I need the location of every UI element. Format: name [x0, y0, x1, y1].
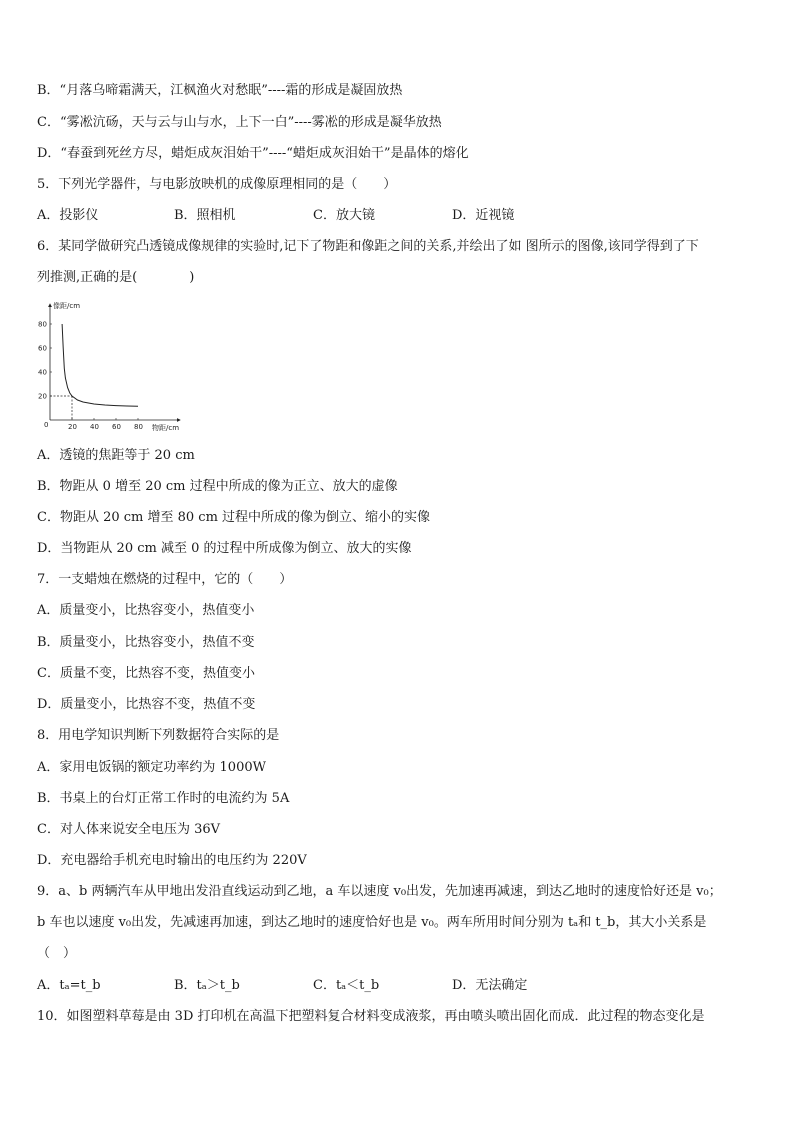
y-tick-label: 60 [38, 344, 47, 353]
x-tick-label: 60 [112, 423, 121, 431]
q9-option-c: C．tₐ＜t_b [313, 978, 380, 993]
q6-option-d: D．当物距从 20 cm 减至 0 的过程中所成像为倒立、放大的实像 [37, 541, 412, 556]
q4-option-d: D．“春蚕到死丝方尽，蜡炬成灰泪始干”----“蜡炬成灰泪始干”是晶体的熔化 [37, 146, 469, 161]
y-tick-label: 20 [38, 392, 47, 401]
q8-stem: 8．用电学知识判断下列数据符合实际的是 [37, 728, 280, 743]
q8-option-b: B．书桌上的台灯正常工作时的电流约为 5A [37, 791, 290, 806]
q7-option-b: B．质量变小，比热容变小，热值不变 [37, 635, 255, 650]
y-axis-label: 像距/cm [53, 302, 81, 310]
q9-stem-line2: b 车也以速度 v₀出发，先减速再加速，到达乙地时的速度恰好也是 v₀。两车所用时间分别为 tₐ和 t_b，其大小关系是 [37, 915, 707, 930]
q8-option-a: A．家用电饭锅的额定功率约为 1000W [37, 760, 266, 775]
origin-label: 0 [44, 421, 49, 429]
q7-option-d: D．质量变小，比热容不变，热值不变 [37, 697, 256, 712]
y-tick-label: 40 [38, 368, 47, 377]
q5-option-d: D．近视镜 [452, 208, 515, 223]
x-tick-label: 40 [90, 423, 99, 431]
y-tick-label: 80 [38, 320, 47, 329]
x-axis-label: 物距/cm [152, 424, 180, 432]
q5-option-b: B．照相机 [174, 208, 236, 223]
q6-stem-line1: 6．某同学做研究凸透镜成像规律的实验时,记下了物距和像距之间的关系,并绘出了如 图所示的图像,该同学得到了下 [37, 239, 699, 254]
lens-image-distance-graph [30, 298, 200, 438]
q7-stem: 7．一支蜡烛在燃烧的过程中，它的（ ） [37, 572, 293, 587]
q9-option-d: D．无法确定 [452, 978, 528, 993]
q7-option-c: C．质量不变，比热容不变，热值变小 [37, 666, 255, 681]
q10-stem: 10．如图塑料草莓是由 3D 打印机在高温下把塑料复合材料变成液浆，再由喷头喷出固化而成．此过程的物态变化是 [37, 1009, 705, 1024]
q8-option-d: D．充电器给手机充电时输出的电压约为 220V [37, 853, 307, 868]
q5-option-c: C．放大镜 [313, 208, 375, 223]
x-tick-label: 20 [68, 423, 77, 431]
q6-option-c: C．物距从 20 cm 增至 80 cm 过程中所成的像为倒立、缩小的实像 [37, 510, 431, 525]
q6-option-a: A．透镜的焦距等于 20 cm [37, 448, 195, 463]
data-curve [62, 324, 138, 406]
q6-option-b: B．物距从 0 增至 20 cm 过程中所成的像为正立、放大的虚像 [37, 479, 398, 494]
q9-stem-line3: （ ） [37, 946, 77, 961]
q4-option-c: C．“雾凇沆砀，天与云与山与水，上下一白”----雾凇的形成是凝华放热 [37, 115, 442, 130]
q4-option-b: B．“月落乌啼霜满天，江枫渔火对愁眠”----霜的形成是凝固放热 [37, 83, 403, 98]
q9-stem-line1: 9．a、b 两辆汽车从甲地出发沿直线运动到乙地，a 车以速度 v₀出发，先加速再减速，到达乙地时的速度恰好还是 v₀； [37, 884, 722, 899]
q5-stem: 5．下列光学器件，与电影放映机的成像原理相同的是（ ） [37, 177, 397, 192]
q9-option-a: A．tₐ=t_b [37, 978, 101, 993]
q6-stem-line2: 列推测,正确的是( ) [37, 270, 195, 285]
x-tick-label: 80 [134, 423, 143, 431]
q7-option-a: A．质量变小，比热容变小，热值变小 [37, 603, 255, 618]
q5-option-a: A．投影仪 [37, 208, 99, 223]
q8-option-c: C．对人体来说安全电压为 36V [37, 822, 221, 837]
q9-option-b: B．tₐ＞t_b [174, 978, 240, 993]
